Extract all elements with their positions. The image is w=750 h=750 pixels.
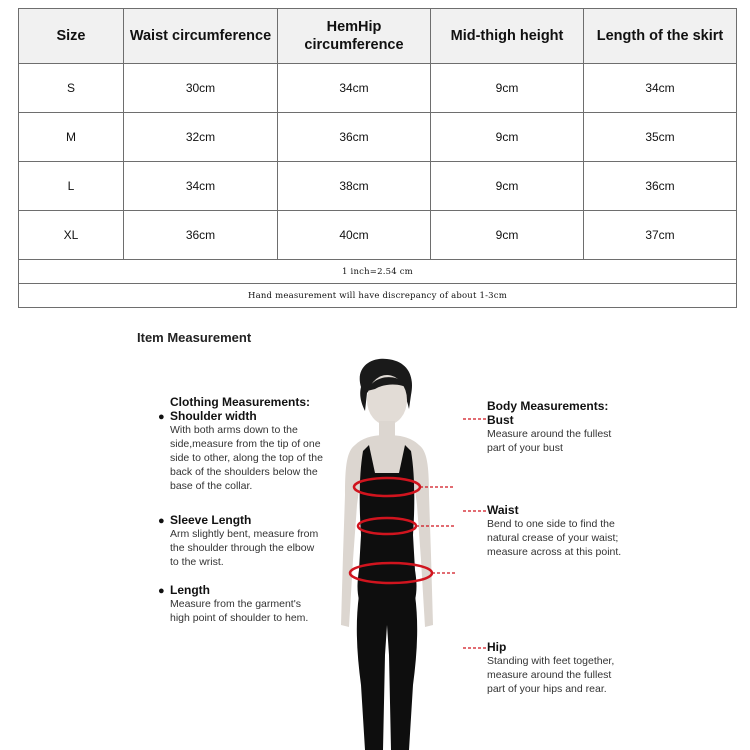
table-cell: 9cm [431, 211, 584, 260]
table-cell: 38cm [278, 162, 431, 211]
table-cell: 40cm [278, 211, 431, 260]
table-cell: 34cm [124, 162, 278, 211]
measurement-desc: With both arms down to the side,measure from the tip of one side to other, along the top of the back of the shoulders below the base of the collar. [170, 424, 323, 492]
table-row [19, 64, 737, 113]
clothing-measurements [158, 395, 323, 625]
measurement-item-length [158, 583, 323, 625]
table-cell: 9cm [431, 64, 584, 113]
clothing-measurements-title: Clothing Measurements: [170, 395, 311, 409]
body-measurements-title: Body Measurements: [487, 399, 609, 413]
measurement-item-sleeve [158, 513, 323, 569]
neck-shape [379, 421, 395, 437]
bullet-icon: ● [158, 585, 165, 597]
bullet-icon: ● [158, 411, 165, 423]
measurement-name: Sleeve Length [170, 513, 252, 527]
table-cell: 9cm [431, 162, 584, 211]
table-cell: 35cm [584, 113, 737, 162]
measurement-name: Length [170, 583, 210, 597]
hip-desc: Standing with feet together, measure around the fullest part of your hips and rear. [487, 655, 615, 695]
table-row [19, 113, 737, 162]
table-cell: 37cm [584, 211, 737, 260]
measurement-name: Shoulder width [170, 409, 257, 423]
table-note-row [19, 260, 737, 284]
table-cell: S [19, 64, 124, 113]
measurement-desc: Measure from the garment's high point of shoulder to hem. [170, 598, 309, 624]
body-measurements [487, 399, 627, 455]
table-note-row [19, 284, 737, 308]
hip-title: Hip [487, 640, 507, 654]
header-skirt-length: Length of the skirt [584, 9, 737, 64]
table-cell: 9cm [431, 113, 584, 162]
body-figure-illustration [315, 355, 455, 750]
waist-desc: Bend to one side to find the natural crease of your waist; measure across at this point. [487, 518, 622, 558]
table-cell: 32cm [124, 113, 278, 162]
table-cell: 36cm [278, 113, 431, 162]
bullet-icon: ● [158, 515, 165, 527]
section-title: Item Measurement [137, 330, 252, 345]
inch-conversion-note: 1 inch=2.54 cm [19, 260, 737, 284]
waist-title: Waist [487, 503, 519, 517]
table-cell: 36cm [584, 162, 737, 211]
measurement-item-shoulder [158, 409, 323, 493]
table-cell: XL [19, 211, 124, 260]
table-cell: M [19, 113, 124, 162]
size-table [18, 8, 737, 308]
table-row [19, 211, 737, 260]
waist-measurement [487, 503, 627, 559]
table-cell: L [19, 162, 124, 211]
hip-measurement [487, 640, 627, 696]
header-waist: Waist circumference [124, 9, 278, 64]
measurement-desc: Arm slightly bent, measure from the shoulder through the elbow to the wrist. [170, 528, 319, 568]
table-cell: 30cm [124, 64, 278, 113]
table-cell: 36cm [124, 211, 278, 260]
table-row [19, 162, 737, 211]
table-cell: 34cm [584, 64, 737, 113]
bust-title: Bust [487, 413, 514, 427]
guide-stubs [460, 415, 490, 655]
header-size: Size [19, 9, 124, 64]
discrepancy-note: Hand measurement will have discrepancy of about 1-3cm [19, 284, 737, 308]
header-mid-thigh: Mid-thigh height [431, 9, 584, 64]
header-hemhip: HemHip circumference [278, 9, 431, 64]
table-cell: 34cm [278, 64, 431, 113]
bust-desc: Measure around the fullest part of your bust [487, 428, 612, 454]
table-header-row [19, 9, 737, 64]
legs-shape [357, 595, 417, 750]
hip-guide-line [432, 573, 455, 650]
